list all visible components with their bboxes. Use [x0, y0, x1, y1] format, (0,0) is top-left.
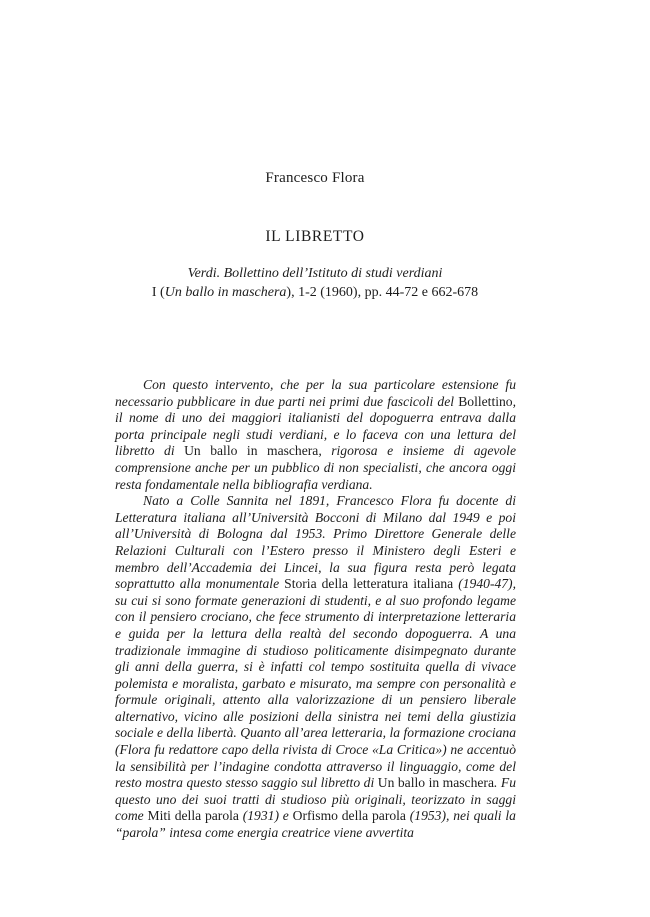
author-name: Francesco Flora: [265, 170, 365, 186]
roman-title: Bollettino: [458, 393, 513, 409]
source-journal: Verdi. Bollettino dell’Istituto di studi verdiani: [187, 266, 443, 281]
italic-text: Con questo intervento, che per la sua particolare estensione fu necessario pubblicare in due parti nei primi due fascicoli del: [115, 377, 516, 409]
italic-text: (1953), nei quali la “parola” intesa come energia creatrice viene avvertita: [115, 808, 516, 841]
roman-title: Un ballo in maschera: [377, 775, 494, 791]
italic-text: Nato a Colle Sannita nel 1891, Francesco Flora fu docente di Letteratura italiana all’Università Bocconi di Milano dal 1949 e poi all’Università di Bologna dal 1953. Primo Direttore Generale delle Relazioni Culturali con l’Estero presso il Ministero degli Esteri e membro dell’Accademia dei Lincei, la sua figura resta però legata soprattutto alla monumentale: [115, 493, 516, 592]
source-pages: ), 1-2 (1960), pp. 44-72 e 662-678: [286, 285, 479, 300]
italic-text: (1940-47), su cui si sono formate generazioni di studenti, e al suo profondo legame con il pensiero crociano, che fece strumento di interpretazione letteraria e guida per la lettura della realtà del secondo dopoguerra. A una tradizionale immagine di studioso politicamente disimpegnato durante gli anni della guerra, si è infatti col tempo sostituita quella di vivace polemista e moralista, garbato e misurato, ma sempre con personalità e formule originali, attento alla valorizzazione di un pensiero liberale alternativo, vicino alle posizioni della sinistra nei temi della giustizia sociale e della libertà. Quanto all’area letteraria, la formazione crociana (Flora fu redattore capo della rivista di Croce «La Critica») ne accentuò la sensibilità per l’indagine condotta attraverso il linguaggio, come del resto mostra questo stesso saggio sul libretto di: [115, 576, 516, 791]
body-paragraph: [115, 377, 516, 493]
source-citation: [0, 264, 630, 302]
italic-text: , il nome di uno dei maggiori italianisti del dopoguerra entrava dalla porta principale negli studi verdiani, e lo faceva con una lettura del libretto di: [115, 393, 516, 459]
italic-text: , rigorosa e insieme di agevole comprensione anche per un pubblico di non specialisti, che ancora oggi resta fondamentale nella bibliografia verdiana.: [115, 443, 516, 492]
source-volume-line: [0, 283, 630, 302]
italic-text: . Fu questo uno dei suoi tratti di studioso più originali, teorizzato in saggi come: [115, 775, 516, 824]
source-volume-title: Un ballo in maschera: [164, 285, 287, 300]
roman-title: Un ballo in maschera: [184, 443, 319, 459]
roman-title: Orfismo della parola: [292, 808, 406, 824]
italic-text: (1931) e: [238, 808, 293, 824]
roman-title: Storia della letteratura italiana: [284, 576, 454, 592]
body-paragraph: [115, 493, 516, 841]
body-text: [115, 377, 516, 842]
article-title: IL LIBRETTO: [265, 228, 365, 245]
roman-title: Miti della parola: [147, 808, 239, 824]
source-volume: I (: [151, 285, 165, 300]
